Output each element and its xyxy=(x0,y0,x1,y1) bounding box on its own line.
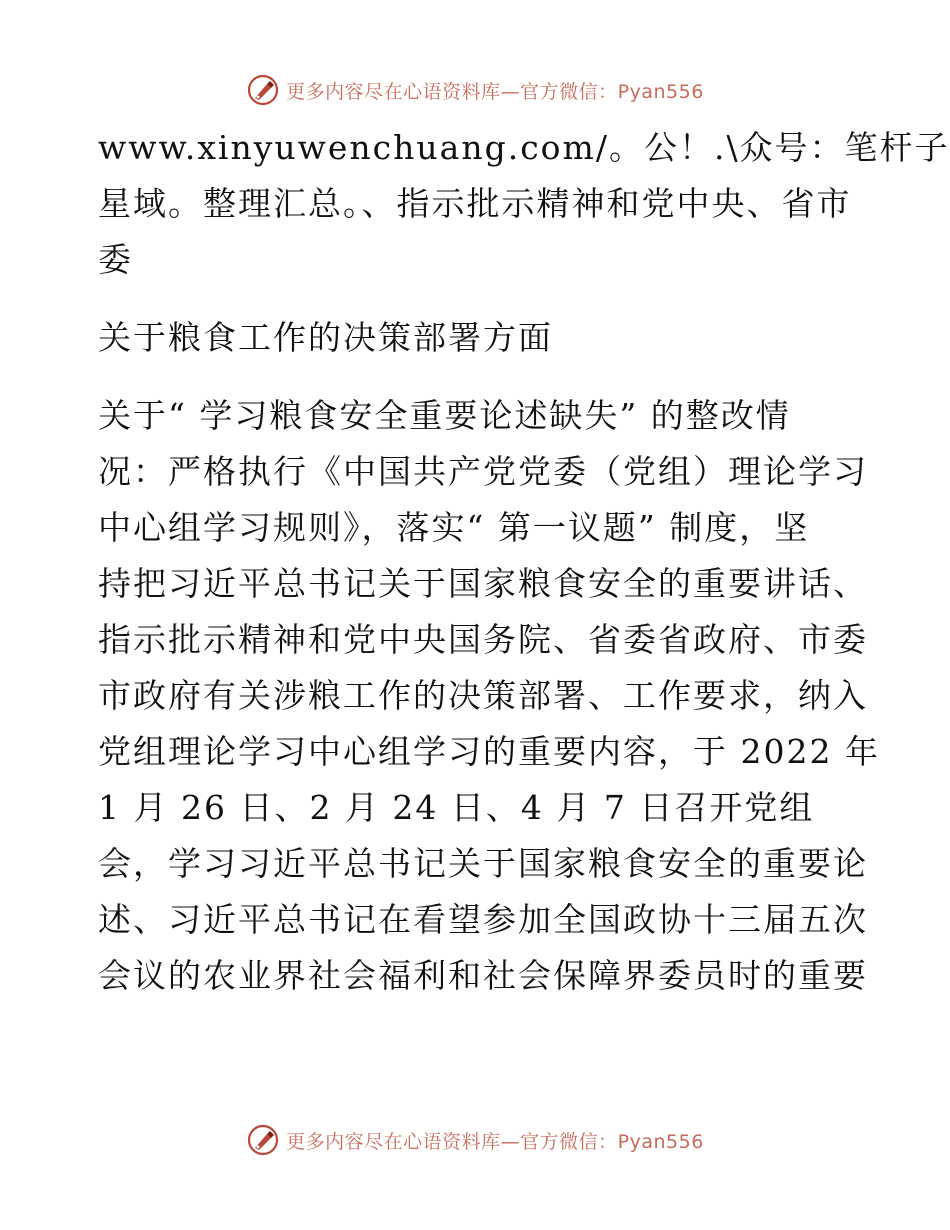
text-line: www.xinyuwenchuang.com/。公！.\众号：笔杆子 xyxy=(98,128,950,167)
text-line: 述、习近平总书记在看望参加全国政协十三届五次 xyxy=(98,900,868,939)
text-line: 党组理论学习中心组学习的重要内容，于 2022 年 xyxy=(98,732,880,771)
text-line: 持把习近平总书记关于国家粮食安全的重要讲话、 xyxy=(98,564,868,603)
header-banner xyxy=(0,70,950,110)
text-line: 关于“ 学习粮食安全重要论述缺失” 的整改情 xyxy=(98,396,791,435)
text-line: 况：严格执行《中国共产党党委（党组）理论学习 xyxy=(98,452,868,491)
pen-nib-logo-icon xyxy=(246,73,280,107)
text-line: 会议的农业界社会福利和社会保障界委员时的重要 xyxy=(98,956,868,995)
text-line: 星域。整理汇总。、指示批示精神和党中央、省市 xyxy=(98,184,852,223)
banner-slogan: 更多内容尽在心语资料库—官方微信：Pyan556 xyxy=(286,1130,704,1153)
section-heading: 关于粮食工作的决策部署方面 xyxy=(98,318,553,357)
text-line: 委 xyxy=(98,240,133,279)
text-line: 会，学习习近平总书记关于国家粮食安全的重要论 xyxy=(98,844,868,883)
text-line: 指示批示精神和党中央国务院、省委省政府、市委 xyxy=(98,620,868,659)
pen-nib-logo-icon xyxy=(246,1123,280,1157)
document-body xyxy=(98,120,950,1004)
text-line: 中心组学习规则》，落实“ 第一议题” 制度，坚 xyxy=(98,508,810,547)
text-line: 1 月 26 日、2 月 24 日、4 月 7 日召开党组 xyxy=(98,788,815,827)
footer-banner xyxy=(0,1120,950,1160)
banner-slogan: 更多内容尽在心语资料库—官方微信：Pyan556 xyxy=(286,80,704,103)
text-line: 市政府有关涉粮工作的决策部署、工作要求，纳入 xyxy=(98,676,868,715)
